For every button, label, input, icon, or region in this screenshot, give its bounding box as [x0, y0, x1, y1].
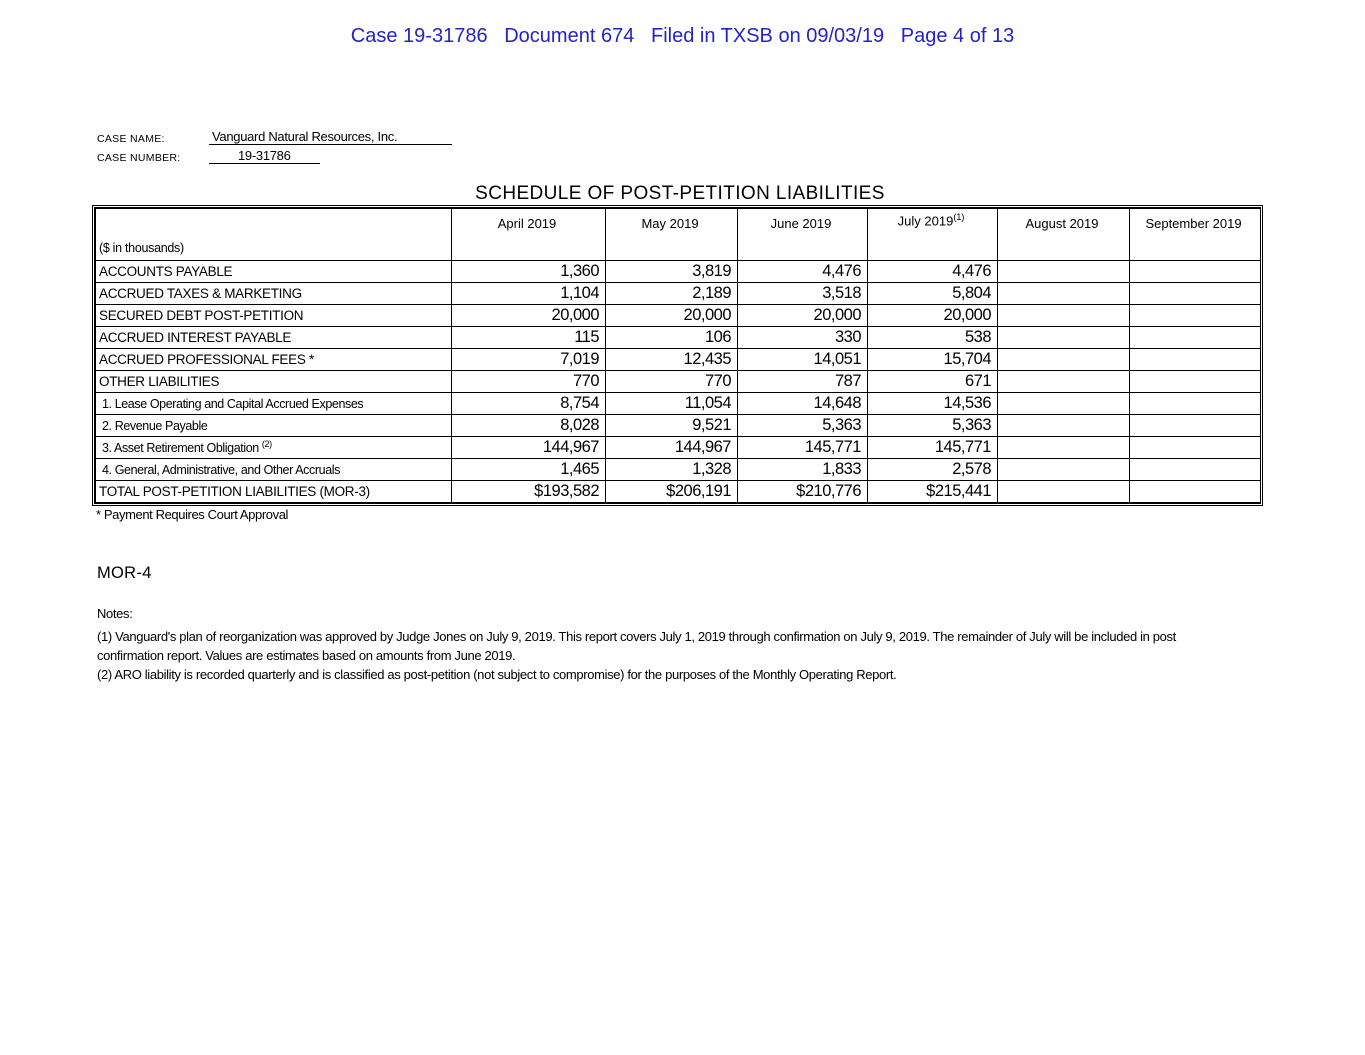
table-row	[96, 327, 1261, 349]
form-id: MOR-4	[97, 564, 152, 582]
value-cell	[1130, 349, 1261, 371]
value-cell: 20,000	[452, 305, 606, 327]
row-label: 2. Revenue Payable	[96, 415, 452, 437]
case-number-row	[97, 145, 452, 164]
value-cell: 145,771	[868, 437, 998, 459]
value-cell	[998, 349, 1130, 371]
value-cell	[998, 327, 1130, 349]
value-cell	[1130, 327, 1261, 349]
column-header-august: August 2019	[998, 209, 1130, 261]
value-cell	[998, 261, 1130, 283]
notes-section	[97, 604, 1237, 684]
column-header-april: April 2019	[452, 209, 606, 261]
july-note-marker: (1)	[953, 212, 965, 222]
case-name-value: Vanguard Natural Resources, Inc.	[209, 129, 452, 145]
value-cell: 8,754	[452, 393, 606, 415]
value-cell	[1130, 459, 1261, 481]
schedule-title: SCHEDULE OF POST-PETITION LIABILITIES	[475, 183, 885, 204]
value-cell	[998, 437, 1130, 459]
value-cell: 12,435	[606, 349, 738, 371]
column-header-july	[868, 209, 998, 261]
column-header-july-label: July 2019	[897, 213, 954, 229]
value-cell: 4,476	[738, 261, 868, 283]
value-cell: 2,189	[606, 283, 738, 305]
value-cell: 330	[738, 327, 868, 349]
value-cell	[1130, 371, 1261, 393]
value-cell: 538	[868, 327, 998, 349]
row-label	[96, 437, 452, 459]
table-row	[96, 393, 1261, 415]
value-cell: 770	[606, 371, 738, 393]
row-label-text: 3. Asset Retirement Obligation	[102, 441, 259, 456]
table-row	[96, 371, 1261, 393]
value-cell	[1130, 437, 1261, 459]
table-row	[96, 415, 1261, 437]
value-cell: 106	[606, 327, 738, 349]
value-cell: 8,028	[452, 415, 606, 437]
court-filing-header: Case 19-31786 Document 674 Filed in TXSB on 09/03/19 Page 4 of 13	[350, 25, 1015, 47]
row-label: ACCOUNTS PAYABLE	[96, 261, 452, 283]
column-header-may: May 2019	[606, 209, 738, 261]
value-cell	[998, 371, 1130, 393]
case-number-label: CASE NUMBER:	[97, 152, 181, 164]
case-info	[97, 126, 452, 164]
liabilities-table	[95, 208, 1261, 503]
value-cell: 671	[868, 371, 998, 393]
value-cell: 4,476	[868, 261, 998, 283]
value-cell: 770	[452, 371, 606, 393]
case-number-value: 19-31786	[209, 148, 320, 164]
value-cell: 1,104	[452, 283, 606, 305]
table-row	[96, 305, 1261, 327]
value-cell: $193,582	[452, 481, 606, 503]
value-cell	[998, 459, 1130, 481]
header-label-cell	[96, 209, 452, 261]
case-name-label: CASE NAME:	[97, 133, 165, 145]
value-cell: 3,819	[606, 261, 738, 283]
value-cell: 14,051	[738, 349, 868, 371]
value-cell: 20,000	[868, 305, 998, 327]
note-1: (1) Vanguard's plan of reorganization was approved by Judge Jones on July 9, 2019. This report covers July 1, 2019 through confirmation on July 9, 2019. The remainder of July will be included in post confirmation report. Values are estimates based on amounts from June 2019.	[97, 629, 1176, 663]
header-row	[96, 209, 1261, 261]
table-row	[96, 437, 1261, 459]
value-cell	[1130, 283, 1261, 305]
value-cell: 3,518	[738, 283, 868, 305]
value-cell: 2,578	[868, 459, 998, 481]
value-cell: 15,704	[868, 349, 998, 371]
table-row	[96, 261, 1261, 283]
value-cell: 1,360	[452, 261, 606, 283]
row-label: ACCRUED TAXES & MARKETING	[96, 283, 452, 305]
table-body	[96, 261, 1261, 503]
value-cell: 1,328	[606, 459, 738, 481]
value-cell	[998, 283, 1130, 305]
column-header-september: September 2019	[1130, 209, 1261, 261]
value-cell	[998, 415, 1130, 437]
court-approval-footnote: * Payment Requires Court Approval	[96, 507, 289, 522]
row-label: 1. Lease Operating and Capital Accrued Expenses	[96, 393, 452, 415]
units-label: ($ in thousands)	[99, 241, 184, 255]
value-cell: $206,191	[606, 481, 738, 503]
row-label: TOTAL POST-PETITION LIABILITIES (MOR-3)	[96, 481, 452, 503]
table-row	[96, 283, 1261, 305]
row-label: ACCRUED PROFESSIONAL FEES *	[96, 349, 452, 371]
value-cell: 9,521	[606, 415, 738, 437]
note-2: (2) ARO liability is recorded quarterly and is classified as post-petition (not subject to compromise) for the purposes of the Monthly Operating Report.	[97, 667, 897, 682]
value-cell: 115	[452, 327, 606, 349]
liabilities-table-frame	[92, 205, 1263, 506]
value-cell	[998, 393, 1130, 415]
row-label: SECURED DEBT POST-PETITION	[96, 305, 452, 327]
value-cell	[1130, 261, 1261, 283]
value-cell: 20,000	[606, 305, 738, 327]
value-cell: 20,000	[738, 305, 868, 327]
value-cell	[1130, 481, 1261, 503]
value-cell: 5,804	[868, 283, 998, 305]
value-cell: 1,833	[738, 459, 868, 481]
value-cell	[998, 305, 1130, 327]
value-cell: 14,648	[738, 393, 868, 415]
value-cell: 5,363	[868, 415, 998, 437]
value-cell: $210,776	[738, 481, 868, 503]
value-cell: 144,967	[606, 437, 738, 459]
value-cell: $215,441	[868, 481, 998, 503]
value-cell: 7,019	[452, 349, 606, 371]
value-cell	[1130, 393, 1261, 415]
value-cell	[1130, 305, 1261, 327]
value-cell: 5,363	[738, 415, 868, 437]
value-cell: 1,465	[452, 459, 606, 481]
value-cell: 11,054	[606, 393, 738, 415]
value-cell: 787	[738, 371, 868, 393]
value-cell: 14,536	[868, 393, 998, 415]
value-cell	[1130, 415, 1261, 437]
table-row	[96, 349, 1261, 371]
row-label: ACCRUED INTEREST PAYABLE	[96, 327, 452, 349]
value-cell	[998, 481, 1130, 503]
column-header-june: June 2019	[738, 209, 868, 261]
value-cell: 145,771	[738, 437, 868, 459]
table-row	[96, 459, 1261, 481]
table-row	[96, 481, 1261, 503]
row-label: 4. General, Administrative, and Other Accruals	[96, 459, 452, 481]
case-name-row	[97, 126, 452, 145]
notes-heading: Notes:	[97, 606, 133, 621]
aro-note-marker: (2)	[261, 439, 272, 450]
value-cell: 144,967	[452, 437, 606, 459]
row-label: OTHER LIABILITIES	[96, 371, 452, 393]
